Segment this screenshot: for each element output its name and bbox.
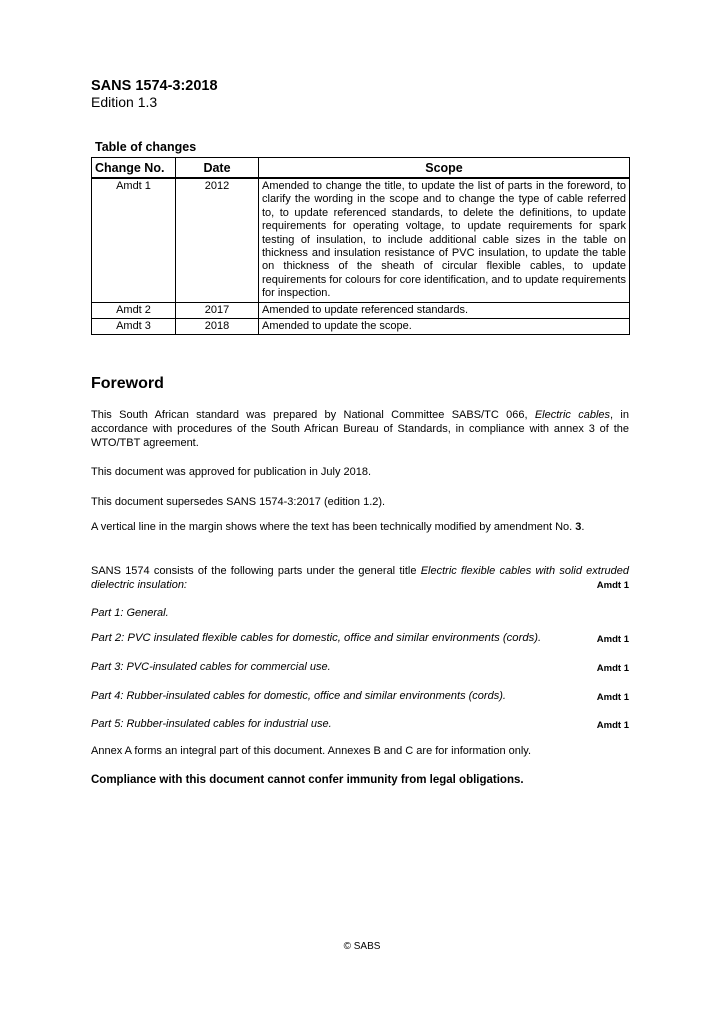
- amendment-mark: Amdt 1: [596, 720, 629, 731]
- table-header-row: [92, 158, 630, 179]
- foreword-paragraph-margin-note: A vertical line in the margin shows where the text has been technically modified by amendment No. 3.: [91, 521, 585, 533]
- table-of-changes-title: Table of changes: [95, 140, 197, 154]
- cell-scope: Amended to update the scope.: [259, 319, 630, 335]
- cell-date: 2017: [176, 302, 259, 318]
- cell-scope: Amended to update referenced standards.: [259, 302, 630, 318]
- cell-date: 2018: [176, 319, 259, 335]
- amendment-mark: Amdt 1: [596, 692, 629, 703]
- foreword-paragraph-compliance: Compliance with this document cannot confer immunity from legal obligations.: [91, 774, 524, 786]
- list-item-part-5: Part 5: Rubber-insulated cables for industrial use. Amdt 1: [91, 718, 629, 731]
- changes-table: [91, 157, 630, 335]
- list-item-part-4: Part 4: Rubber-insulated cables for domestic, office and similar environments (cords). Amdt 1: [91, 690, 629, 703]
- cell-change-no: Amdt 3: [92, 319, 176, 335]
- column-header-date: Date: [176, 158, 259, 179]
- document-id: SANS 1574-3:2018: [91, 78, 218, 94]
- cell-change-no: Amdt 1: [92, 178, 176, 302]
- foreword-paragraph-approval: This document was approved for publication in July 2018.: [91, 466, 372, 478]
- amendment-mark: Amdt 1: [596, 634, 629, 645]
- column-header-scope: Scope: [259, 158, 630, 179]
- column-header-change-no: Change No.: [92, 158, 176, 179]
- amendment-mark: Amdt 1: [596, 663, 629, 674]
- foreword-paragraph-annexes: Annex A forms an integral part of this document. Annexes B and C are for information only.: [91, 745, 532, 757]
- foreword-heading: Foreword: [91, 375, 164, 392]
- list-item-part-1: Part 1: General.: [91, 607, 169, 619]
- table-row: [92, 178, 630, 302]
- cell-date: 2012: [176, 178, 259, 302]
- cell-scope: Amended to change the title, to update the list of parts in the foreword, to clarify the wording in the scope and to change the type of cable referred to, to update referenced standards, to delete the definitions, to update requirements for operating voltage, to update requirements for spark testing of insulation, to include additional cable sizes in the table on thickness and insulation resistance of PVC insulation, to update the table on thickness of the sheath of circular flexible cables, to update requirements for colours for core identification, and to update requirements for inspection.: [259, 178, 630, 302]
- list-item-part-2: Part 2: PVC insulated flexible cables for domestic, office and similar environments (cords). Amdt 1: [91, 632, 629, 645]
- page-footer: © SABS: [343, 941, 381, 952]
- cell-change-no: Amdt 2: [92, 302, 176, 318]
- table-row: [92, 319, 630, 335]
- foreword-paragraph-supersedes: This document supersedes SANS 1574-3:2017 (edition 1.2).: [91, 496, 386, 508]
- list-item-part-3: Part 3: PVC-insulated cables for commercial use. Amdt 1: [91, 661, 629, 674]
- table-row: [92, 302, 630, 318]
- foreword-paragraph-committee: This South African standard was prepared by National Committee SABS/TC 066, Electric cables, in accordance with procedures of the South African Bureau of Standards, in compliance with annex 3 of the WTO/TBT agreement.: [91, 409, 629, 449]
- edition-label: Edition 1.3: [91, 94, 158, 110]
- foreword-paragraph-parts-intro: SANS 1574 consists of the following parts under the general title Electric flexible cables with solid extruded dielectric insulation: Amdt 1: [91, 565, 629, 591]
- amendment-mark: Amdt 1: [596, 580, 629, 591]
